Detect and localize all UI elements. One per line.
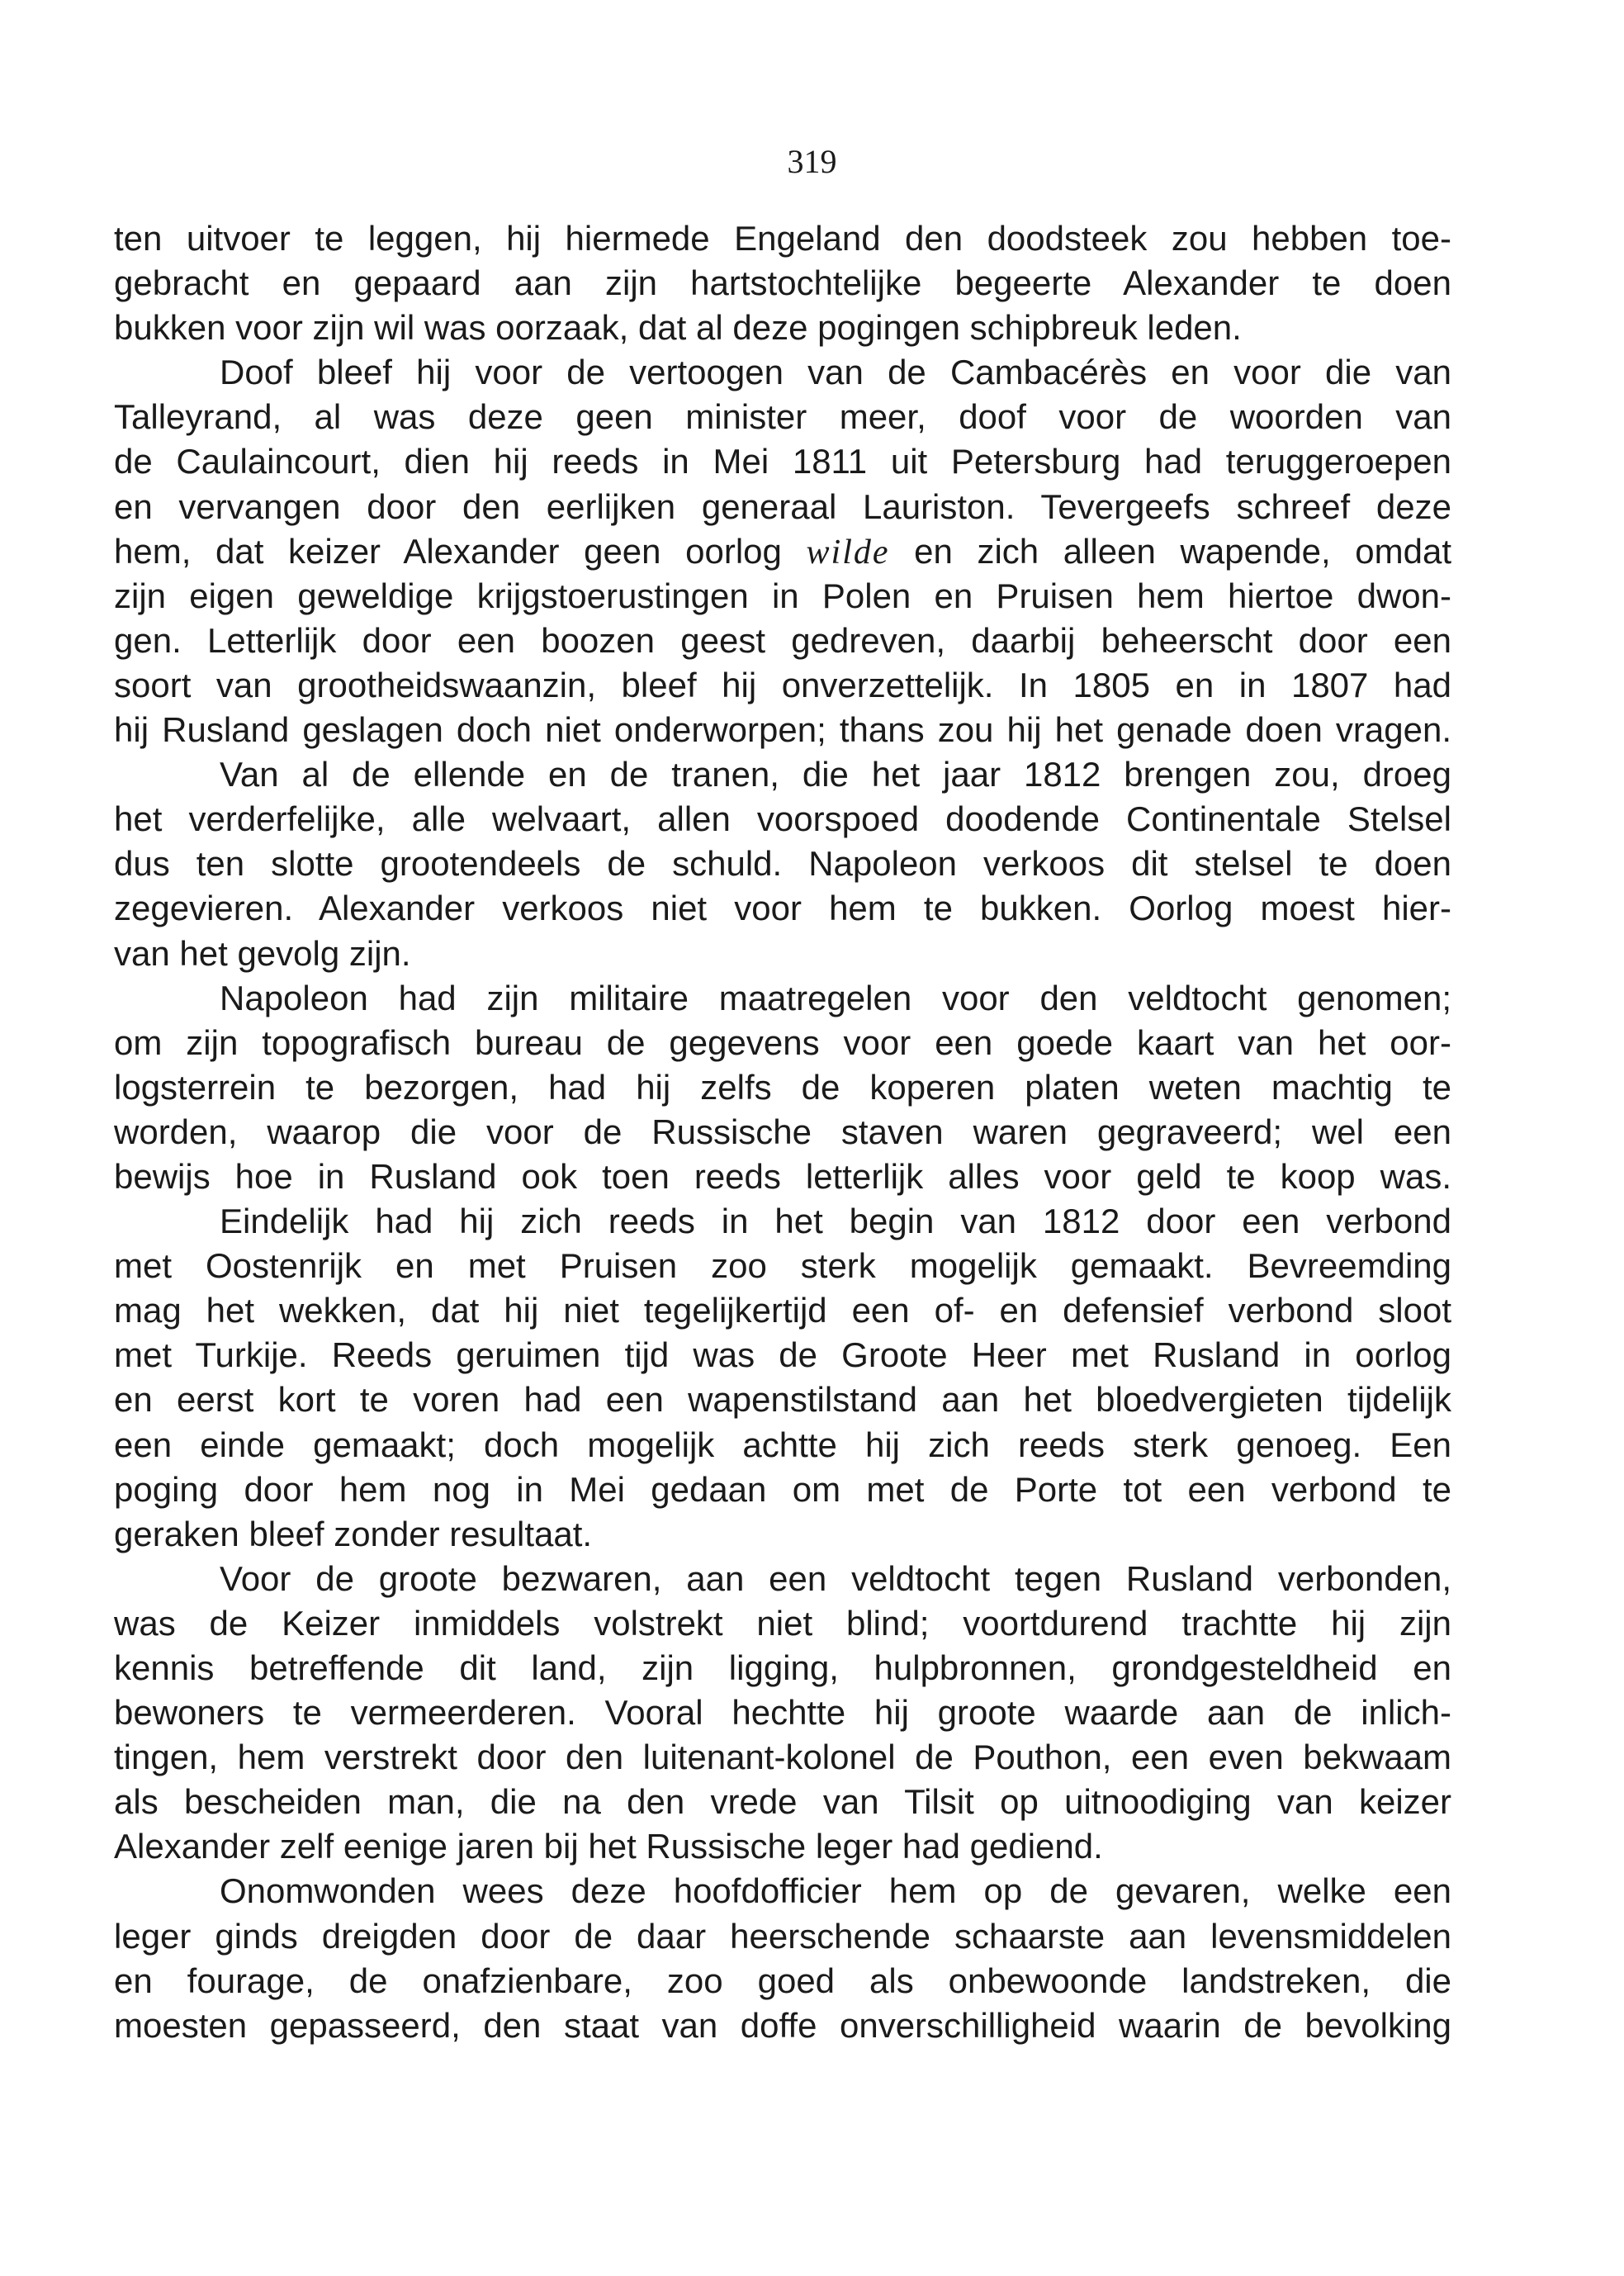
text-line: en fourage, de onafzienbare, zoo goed als onbewoonde landstreken, die — [114, 1961, 1451, 2000]
body-text — [114, 216, 1451, 2048]
text-line: worden, waarop die voor de Russische staven waren gegraveerd; wel een — [114, 1112, 1451, 1151]
text-line: bewijs hoe in Rusland ook toen reeds letterlijk alles voor geld te koop was. — [114, 1156, 1451, 1196]
text-line: Napoleon had zijn militaire maatregelen voor den veldtocht genomen; — [220, 978, 1451, 1017]
text-line: bukken voor zijn wil was oorzaak, dat al deze pogingen schipbreuk leden. — [114, 308, 1242, 348]
text-line: als bescheiden man, die na den vrede van Tilsit op uitnoodiging van keizer — [114, 1782, 1451, 1822]
text-line: ten uitvoer te leggen, hij hiermede Engeland den doodsteek zou hebben toe- — [114, 219, 1451, 258]
text-line: zegevieren. Alexander verkoos niet voor hem te bukken. Oorlog moest hier- — [114, 889, 1451, 928]
text-run: en zich alleen wapende, omdat — [889, 531, 1451, 571]
text-line: gen. Letterlijk door een boozen geest gedreven, daarbij beheerscht door een — [114, 620, 1451, 660]
text-line: van het gevolg zijn. — [114, 933, 411, 973]
text-line: Onomwonden wees deze hoofdofficier hem op de gevaren, welke een — [220, 1871, 1451, 1911]
text-line: om zijn topografisch bureau de gegevens voor een goede kaart van het oor- — [114, 1022, 1451, 1062]
text-run: hem, dat keizer Alexander geen oorlog — [114, 531, 807, 571]
text-line — [114, 529, 1451, 574]
text-line: logsterrein te bezorgen, had hij zelfs de koperen platen weten machtig te — [114, 1067, 1451, 1107]
text-line: met Oostenrijk en met Pruisen zoo sterk mogelijk gemaakt. Bevreemding — [114, 1246, 1451, 1286]
text-line: Talleyrand, al was deze geen minister meer, doof voor de woorden van — [114, 397, 1451, 437]
text-line: Voor de groote bezwaren, aan een veldtocht tegen Rusland verbonden, — [220, 1558, 1451, 1598]
text-line: en eerst kort te voren had een wapenstilstand aan het bloedvergieten tijdelijk — [114, 1380, 1451, 1420]
text-line: soort van grootheidswaanzin, bleef hij onverzettelijk. In 1805 en in 1807 had — [114, 665, 1451, 704]
text-line: kennis betreffende dit land, zijn ligging, hulpbronnen, grondgesteldheid en — [114, 1648, 1451, 1687]
text-line: en vervangen door den eerlijken generaal Lauriston. Tevergeefs schreef deze — [114, 486, 1451, 526]
text-line: bewoners te vermeerderen. Vooral hechtte hij groote waarde aan de inlich- — [114, 1693, 1451, 1733]
text-line: leger ginds dreigden door de daar heerschende schaarste aan levensmiddelen — [114, 1916, 1451, 1956]
text-line: tingen, hem verstrekt door den luitenant-kolonel de Pouthon, een even bekwaam — [114, 1738, 1451, 1777]
text-line: Alexander zelf eenige jaren bij het Russische leger had gediend. — [114, 1827, 1103, 1866]
text-line: mag het wekken, dat hij niet tegelijkertijd een of- en defensief verbond sloot — [114, 1291, 1451, 1330]
text-line: Eindelijk had hij zich reeds in het begin van 1812 door een verbond — [220, 1202, 1451, 1241]
text-line: het verderfelijke, alle welvaart, allen voorspoed doodende Continentale Stelsel — [114, 799, 1451, 839]
text-line: de Caulaincourt, dien hij reeds in Mei 1811 uit Petersburg had teruggeroepen — [114, 442, 1451, 481]
text-line: hij Rusland geslagen doch niet onderworpen; thans zou hij het genade doen vragen. — [114, 710, 1451, 750]
text-line: zijn eigen geweldige krijgstoerustingen in Polen en Pruisen hem hiertoe dwon- — [114, 576, 1451, 615]
page-number: 319 — [787, 143, 837, 180]
text-line: gebracht en gepaard aan zijn hartstochtelijke begeerte Alexander te doen — [114, 263, 1451, 303]
text-line: geraken bleef zonder resultaat. — [114, 1514, 593, 1553]
text-line: met Turkije. Reeds geruimen tijd was de Groote Heer met Rusland in oorlog — [114, 1335, 1451, 1375]
text-line: dus ten slotte grootendeels de schuld. Napoleon verkoos dit stelsel te doen — [114, 844, 1451, 884]
text-line: poging door hem nog in Mei gedaan om met de Porte tot een verbond te — [114, 1469, 1451, 1509]
text-line: was de Keizer inmiddels volstrekt niet blind; voortdurend trachtte hij zijn — [114, 1603, 1451, 1643]
text-line: moesten gepasseerd, den staat van doffe onverschilligheid waarin de bevolking — [114, 2005, 1451, 2045]
text-line: een einde gemaakt; doch mogelijk achtte hij zich reeds sterk genoeg. Een — [114, 1425, 1451, 1464]
emphasized-word: wilde — [806, 533, 890, 571]
text-line: Van al de ellende en de tranen, die het jaar 1812 brengen zou, droeg — [220, 755, 1451, 794]
text-line: Doof bleef hij voor de vertoogen van de Cambacérès en voor die van — [220, 353, 1451, 392]
